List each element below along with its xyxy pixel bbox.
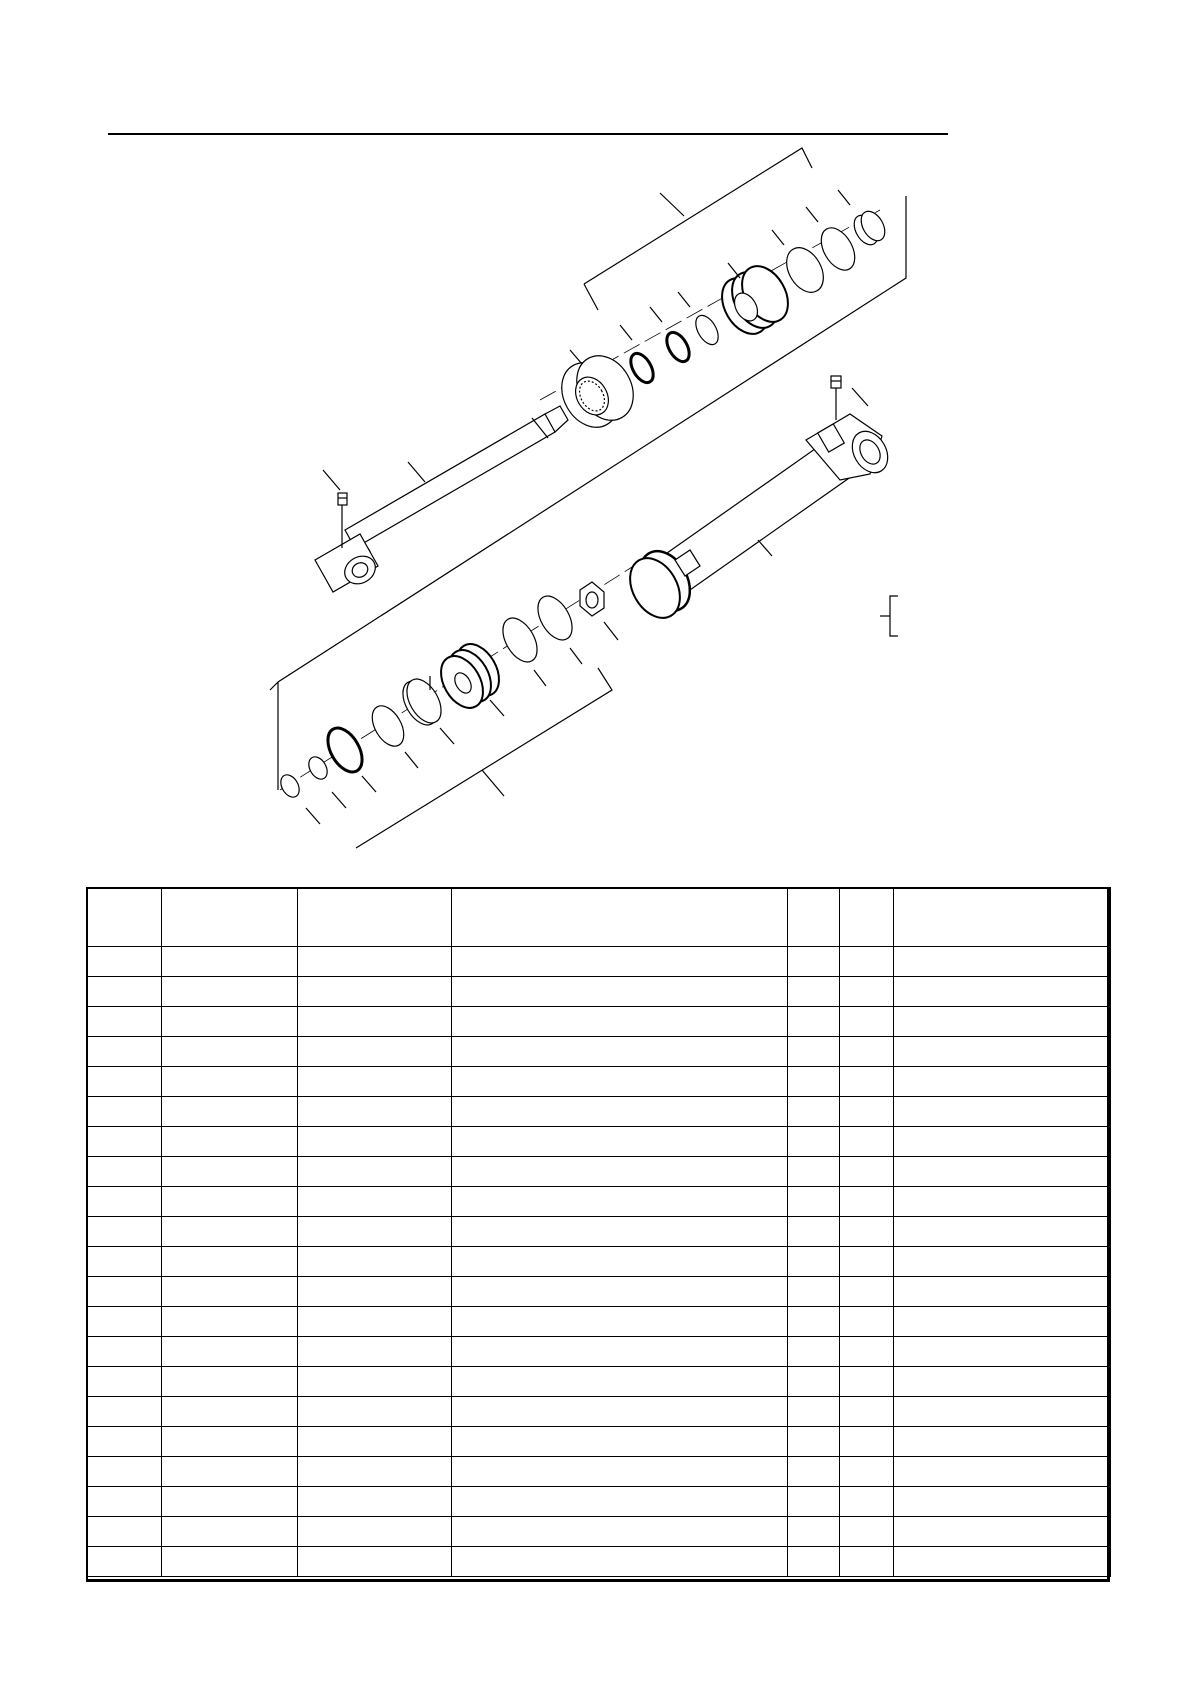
table-cell <box>452 947 788 977</box>
table-cell <box>788 1247 840 1277</box>
table-cell <box>788 977 840 1007</box>
header-cell <box>162 888 298 947</box>
table-cell <box>162 1127 298 1157</box>
table-cell <box>788 1367 840 1397</box>
table-cell <box>452 1397 788 1427</box>
table-cell <box>298 1517 452 1547</box>
table-cell <box>162 1067 298 1097</box>
table-cell <box>162 1517 298 1547</box>
table-row <box>87 1157 1111 1187</box>
table-row <box>87 947 1111 977</box>
table-cell <box>788 1157 840 1187</box>
table-cell <box>788 1037 840 1067</box>
table-cell <box>162 1157 298 1187</box>
table-cell <box>87 1127 162 1157</box>
table-row <box>87 1547 1111 1577</box>
piston <box>432 637 507 716</box>
table-cell <box>840 1247 894 1277</box>
table-cell <box>87 1277 162 1307</box>
table-cell <box>452 1067 788 1097</box>
piston-rod <box>315 406 568 592</box>
gland-o-rings <box>772 190 890 299</box>
table-cell <box>788 1277 840 1307</box>
table-cell <box>452 1157 788 1187</box>
rod-seal-rings <box>620 292 723 386</box>
table-cell <box>87 1517 162 1547</box>
piston-seal-rings <box>496 590 582 686</box>
table-cell <box>894 1187 1111 1217</box>
table-row <box>87 1127 1111 1157</box>
table-cell <box>162 1397 298 1427</box>
table-cell <box>162 1427 298 1457</box>
table-cell <box>162 977 298 1007</box>
table-cell <box>452 1217 788 1247</box>
table-cell <box>87 1337 162 1367</box>
table-cell <box>894 1127 1111 1157</box>
table-row <box>87 1247 1111 1277</box>
table-cell <box>298 1067 452 1097</box>
table-cell <box>162 1487 298 1517</box>
table-cell <box>298 1097 452 1127</box>
table-row <box>87 1067 1111 1097</box>
table-cell <box>452 1457 788 1487</box>
table-cell <box>894 977 1111 1007</box>
table-cell <box>298 1277 452 1307</box>
table-cell <box>87 1247 162 1277</box>
table-cell <box>894 1037 1111 1067</box>
table-cell <box>87 977 162 1007</box>
table-cell <box>452 1127 788 1157</box>
table-cell <box>788 947 840 977</box>
table-cell <box>452 1427 788 1457</box>
table-cell <box>894 1277 1111 1307</box>
table-cell <box>298 1217 452 1247</box>
table-cell <box>162 1217 298 1247</box>
table-row <box>87 977 1111 1007</box>
table-cell <box>452 1517 788 1547</box>
table-cell <box>162 1037 298 1067</box>
table-cell <box>788 1097 840 1127</box>
table-cell <box>298 1307 452 1337</box>
table-cell <box>87 1007 162 1037</box>
piston-o-rings <box>277 673 454 824</box>
header-cell <box>894 888 1111 947</box>
table-cell <box>298 1367 452 1397</box>
table-cell <box>87 1217 162 1247</box>
table-cell <box>452 1307 788 1337</box>
table-cell <box>894 1097 1111 1127</box>
table-cell <box>840 1277 894 1307</box>
table-cell <box>452 1547 788 1577</box>
table-row <box>87 1007 1111 1037</box>
table-cell <box>298 1547 452 1577</box>
table-cell <box>894 1367 1111 1397</box>
table-cell <box>87 1097 162 1127</box>
table-cell <box>298 1247 452 1277</box>
table-row <box>87 1427 1111 1457</box>
table-cell <box>788 1067 840 1097</box>
table-cell <box>894 1517 1111 1547</box>
table-cell <box>162 1457 298 1487</box>
table-cell <box>894 1307 1111 1337</box>
table-cell <box>162 1277 298 1307</box>
table-cell <box>87 1397 162 1427</box>
table-cell <box>788 1427 840 1457</box>
table-cell <box>87 1457 162 1487</box>
table-cell <box>298 1037 452 1067</box>
table-cell <box>894 1067 1111 1097</box>
table-cell <box>162 1547 298 1577</box>
table-cell <box>452 1007 788 1037</box>
table-cell <box>298 1487 452 1517</box>
table-cell <box>840 1547 894 1577</box>
table-cell <box>840 1067 894 1097</box>
table-cell <box>162 1007 298 1037</box>
table-cell <box>840 1097 894 1127</box>
header-cell <box>87 888 162 947</box>
table-cell <box>162 947 298 977</box>
table-cell <box>788 1187 840 1217</box>
piston-nut <box>580 582 618 640</box>
table-cell <box>87 1157 162 1187</box>
table-cell <box>452 1187 788 1217</box>
table-cell <box>788 1007 840 1037</box>
table-cell <box>162 1187 298 1217</box>
table-cell <box>788 1337 840 1367</box>
table-cell <box>87 1547 162 1577</box>
cylinder-barrel <box>620 376 895 627</box>
table-cell <box>788 1517 840 1547</box>
table-cell <box>298 977 452 1007</box>
table-cell <box>894 1007 1111 1037</box>
table-cell <box>840 1187 894 1217</box>
table-row <box>87 1097 1111 1127</box>
header-cell <box>298 888 452 947</box>
table-row <box>87 1487 1111 1517</box>
table-cell <box>298 1457 452 1487</box>
table-cell <box>788 1547 840 1577</box>
table-cell <box>840 1397 894 1427</box>
header-cell <box>840 888 894 947</box>
table-cell <box>452 1487 788 1517</box>
table-cell <box>894 1157 1111 1187</box>
table-cell <box>298 1337 452 1367</box>
side-bracket <box>890 596 898 636</box>
table-cell <box>298 947 452 977</box>
table-row <box>87 1037 1111 1067</box>
table-cell <box>788 1397 840 1427</box>
table-cell <box>87 1067 162 1097</box>
table-cell <box>162 1097 298 1127</box>
table-cell <box>840 1337 894 1367</box>
table-cell <box>87 1487 162 1517</box>
table-cell <box>452 977 788 1007</box>
table-cell <box>298 1427 452 1457</box>
table-cell <box>840 1457 894 1487</box>
header-cell <box>452 888 788 947</box>
table-cell <box>840 1007 894 1037</box>
table-row <box>87 1397 1111 1427</box>
table-cell <box>87 1307 162 1337</box>
table-row <box>87 1337 1111 1367</box>
table-cell <box>894 1427 1111 1457</box>
table-cell <box>894 1247 1111 1277</box>
table-cell <box>162 1307 298 1337</box>
table-row <box>87 1307 1111 1337</box>
table-cell <box>788 1487 840 1517</box>
table-cell <box>87 1427 162 1457</box>
table-cell <box>840 1367 894 1397</box>
table-cell <box>788 1127 840 1157</box>
table-cell <box>452 1367 788 1397</box>
table-cell <box>894 1217 1111 1247</box>
table-cell <box>840 1127 894 1157</box>
table-cell <box>788 1307 840 1337</box>
table-cell <box>840 1037 894 1067</box>
table-cell <box>840 1487 894 1517</box>
parts-table <box>86 887 1111 1577</box>
table-row <box>87 1457 1111 1487</box>
table-cell <box>894 1457 1111 1487</box>
table-cell <box>840 1307 894 1337</box>
table-cell <box>87 1187 162 1217</box>
table-cell <box>840 1217 894 1247</box>
table-cell <box>840 1427 894 1457</box>
table-cell <box>298 1397 452 1427</box>
table-cell <box>840 977 894 1007</box>
table-row <box>87 1517 1111 1547</box>
table-cell <box>298 1187 452 1217</box>
table-row <box>87 1277 1111 1307</box>
table-cell <box>894 1337 1111 1367</box>
table-cell <box>162 1337 298 1367</box>
table-cell <box>840 947 894 977</box>
table-cell <box>87 947 162 977</box>
table-cell <box>162 1367 298 1397</box>
table-header-row <box>87 888 1111 947</box>
table-cell <box>452 1097 788 1127</box>
gland <box>713 258 798 342</box>
table-cell <box>788 1217 840 1247</box>
table-cell <box>298 1157 452 1187</box>
table-cell <box>894 1547 1111 1577</box>
table-row <box>87 1187 1111 1217</box>
table-cell <box>87 1037 162 1067</box>
table-cell <box>87 1367 162 1397</box>
table-row <box>87 1217 1111 1247</box>
header-cell <box>788 888 840 947</box>
table-row <box>87 1367 1111 1397</box>
table-cell <box>452 1037 788 1067</box>
table-cell <box>298 1007 452 1037</box>
table-cell <box>840 1517 894 1547</box>
table-cell <box>894 947 1111 977</box>
table-cell <box>452 1337 788 1367</box>
table-cell <box>162 1247 298 1277</box>
table-cell <box>298 1127 452 1157</box>
table-cell <box>452 1277 788 1307</box>
table-cell <box>452 1247 788 1277</box>
table-cell <box>840 1157 894 1187</box>
table-cell <box>788 1457 840 1487</box>
table-cell <box>894 1487 1111 1517</box>
table-cell <box>894 1397 1111 1427</box>
